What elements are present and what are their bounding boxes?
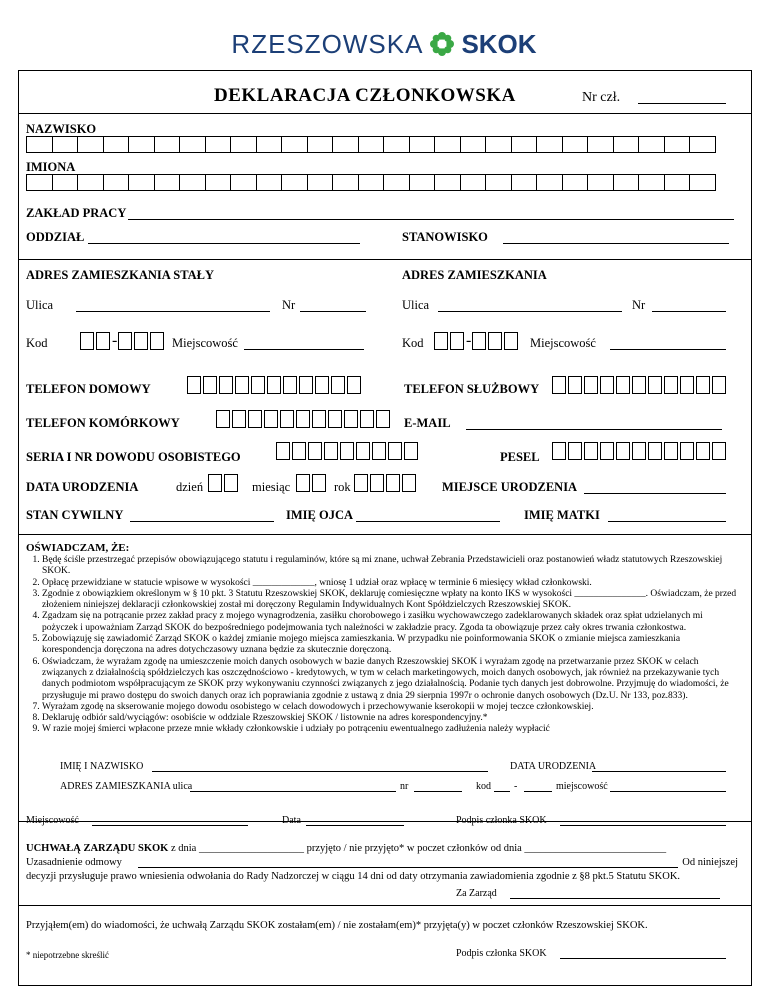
digit-box[interactable]: [203, 376, 217, 394]
char-cell[interactable]: [179, 174, 206, 191]
char-cell[interactable]: [409, 136, 436, 153]
digit-box[interactable]: [664, 376, 678, 394]
date-field[interactable]: [306, 825, 404, 826]
char-cell[interactable]: [664, 136, 691, 153]
digit-box[interactable]: [299, 376, 313, 394]
char-cell[interactable]: [358, 136, 385, 153]
char-cell[interactable]: [103, 136, 130, 153]
number-label-2: Nr: [632, 298, 646, 312]
beneficiary-address-label: ADRES ZAMIESZKANIA ulica: [60, 781, 193, 792]
digit-box[interactable]: [235, 376, 249, 394]
digit-box[interactable]: [251, 376, 265, 394]
logo: [0, 28, 768, 60]
digit-box[interactable]: [680, 442, 694, 460]
char-cell[interactable]: [434, 136, 461, 153]
pesel-boxes[interactable]: [552, 442, 728, 460]
char-cell[interactable]: [332, 174, 359, 191]
beneficiary-kod-field-2[interactable]: [524, 791, 552, 792]
char-cell[interactable]: [409, 174, 436, 191]
day-label: dzień: [176, 480, 204, 494]
postcode-label: Kod: [26, 336, 48, 350]
digit-box[interactable]: [312, 410, 326, 428]
for-board-label: Za Zarząd: [456, 888, 497, 899]
member-no-label: Nr czł.: [582, 90, 621, 105]
city-field-2[interactable]: [610, 349, 726, 350]
digit-box[interactable]: [584, 442, 598, 460]
char-cell[interactable]: [485, 136, 512, 153]
beneficiary-street-field[interactable]: [190, 791, 396, 792]
work-phone-boxes[interactable]: [552, 376, 728, 394]
civil-status-field[interactable]: [130, 521, 274, 522]
char-cell[interactable]: [230, 136, 257, 153]
char-cell[interactable]: [26, 136, 53, 153]
beneficiary-kod-dash: -: [514, 781, 518, 792]
digit-box[interactable]: [360, 410, 374, 428]
birth-date-label: DATA URODZENIA: [26, 480, 139, 494]
digit-box[interactable]: [632, 376, 646, 394]
current-address-title: ADRES ZAMIESZKANIA: [402, 268, 547, 282]
divider: [19, 534, 751, 535]
char-cell[interactable]: [587, 174, 614, 191]
char-cell[interactable]: [128, 174, 155, 191]
declaration-item: 2. Opłacę przewidziane w statucie wpisowe w wysokości _____________, wniosę 1 udział oraz wpłacę w terminie 6 miesięcy wkład członkowski.: [42, 578, 738, 589]
mobile-label: TELEFON KOMÓRKOWY: [26, 416, 180, 430]
street-field[interactable]: [76, 311, 270, 312]
digit-box[interactable]: [280, 410, 294, 428]
permanent-address-title: ADRES ZAMIESZKANIA STAŁY: [26, 268, 215, 282]
digit-box[interactable]: [308, 442, 322, 460]
divider: [19, 259, 751, 260]
digit-box[interactable]: [232, 410, 246, 428]
digit-box[interactable]: [372, 442, 386, 460]
digit-box[interactable]: [680, 376, 694, 394]
number-label: Nr: [282, 298, 296, 312]
char-cell[interactable]: [154, 174, 181, 191]
digit-box[interactable]: [187, 376, 201, 394]
footer-signature-label: Podpis członka SKOK: [456, 948, 547, 959]
declaration-item: 7. Wyrażam zgodę na skserowanie mojego dowodu osobistego w celach dowodowych i przechowywanie kserokopii w mojej teczce członkowskiej.: [42, 702, 738, 713]
id-card-label: SERIA I NR DOWODU OSOBISTEGO: [26, 450, 241, 464]
char-cell[interactable]: [460, 136, 487, 153]
digit-box[interactable]: [552, 442, 566, 460]
justification-field[interactable]: [138, 867, 678, 868]
char-cell[interactable]: [205, 174, 232, 191]
declaration-heading: OŚWIADCZAM, ŻE:: [26, 542, 130, 554]
digit-box[interactable]: [712, 376, 726, 394]
board-resolution-bold: UCHWAŁĄ ZARZĄDU SKOK: [26, 843, 169, 854]
digit-box[interactable]: [296, 410, 310, 428]
postcode-label-2: Kod: [402, 336, 424, 350]
char-cell[interactable]: [536, 174, 563, 191]
beneficiary-city-field[interactable]: [610, 791, 726, 792]
email-field[interactable]: [466, 429, 722, 430]
flower-emblem-icon: [429, 31, 455, 57]
digit-box[interactable]: [376, 410, 390, 428]
char-cell[interactable]: [511, 174, 538, 191]
digit-box[interactable]: [616, 442, 630, 460]
char-cell[interactable]: [587, 136, 614, 153]
member-signature-field[interactable]: [560, 825, 726, 826]
digit-box[interactable]: [568, 376, 582, 394]
char-cell[interactable]: [460, 174, 487, 191]
digit-box[interactable]: [315, 376, 329, 394]
home-phone-label: TELEFON DOMOWY: [26, 382, 151, 396]
position-label: STANOWISKO: [402, 230, 488, 244]
digit-box[interactable]: [283, 376, 297, 394]
branch-field[interactable]: [88, 243, 360, 244]
digit-box[interactable]: [712, 442, 726, 460]
char-cell[interactable]: [562, 136, 589, 153]
street-field-2[interactable]: [438, 311, 622, 312]
declaration-item: 3. Zgodnie z obowiązkiem określonym w § 10 pkt. 3 Statutu Rzeszowskiej SKOK, deklaruję comiesięczne wpłaty na konto IKS w wysokości _______________. Oświadczam, że przed złożeniem niniejszej deklaracji członkowskiej został mi doręczony Regulamin Indywidualnych Kont Spółdzielczych Rzeszowskiej SKOK.: [42, 589, 738, 612]
mother-name-field[interactable]: [608, 521, 726, 522]
char-cell[interactable]: [562, 174, 589, 191]
board-resolution: [26, 842, 738, 884]
digit-box[interactable]: [344, 410, 358, 428]
digit-box[interactable]: [216, 410, 230, 428]
beneficiary-name-field[interactable]: [152, 771, 488, 772]
char-cell[interactable]: [638, 136, 665, 153]
char-cell[interactable]: [230, 174, 257, 191]
number-field-2[interactable]: [652, 311, 726, 312]
mother-name-label: IMIĘ MATKI: [524, 508, 600, 522]
digit-box[interactable]: [696, 442, 710, 460]
digit-box[interactable]: [324, 442, 338, 460]
justification-label: Uzasadnienie odmowy: [26, 857, 122, 868]
year-boxes[interactable]: [354, 474, 418, 492]
digit-box[interactable]: [648, 376, 662, 394]
char-cell[interactable]: [485, 174, 512, 191]
member-signature-label: Podpis członka SKOK: [456, 815, 547, 826]
digit-box[interactable]: [340, 442, 354, 460]
digit-box[interactable]: [219, 376, 233, 394]
city-field[interactable]: [244, 349, 364, 350]
birth-place-label: MIEJSCE URODZENIA: [442, 480, 578, 494]
char-cell[interactable]: [689, 174, 716, 191]
surname-label: NAZWISKO: [26, 122, 97, 136]
civil-status-label: STAN CYWILNY: [26, 508, 124, 522]
divider: [19, 821, 751, 822]
number-field[interactable]: [300, 311, 366, 312]
declaration-item: 4. Zgadzam się na potrącanie przez zakład pracy z mojego wynagrodzenia, zasiłku chorobowego i zasiłku wychowawczego zadeklarowanych składek oraz spłat udzielanych mi pożyczek i upoważniam Zarząd SKOK do bezpośredniego podejmowania tych należności w zakładzie pracy. Zgoda ta obowiązuje przez cały okres trwania członkostwa.: [42, 611, 738, 634]
id-card-boxes[interactable]: [276, 442, 420, 460]
digit-box[interactable]: [248, 410, 262, 428]
char-cell[interactable]: [307, 174, 334, 191]
declaration-item: 6. Oświadczam, że wyrażam zgodę na umieszczenie moich danych osobowych w bazie danych Rzeszowskiej SKOK i wyrażam zgodę na przetwarzanie przez SKOK w celach związanych z działalnością spółdzielczych kas oszczędnościowo - kredytowych, w tym w celach marketingowych, moich danych osobowych, jak również na przekazywanie tych danych podmiotom współpracującym ze SKOK przy wykonywaniu czynności związanych z jego działalnością. Podanie tych danych jest dobrowolne. Przyjmuję do wiadomości, że przysługuje mi prawo dostępu do swoich danych oraz ich poprawiania zgodnie z ustawą z dnia 29 sierpnia 1997r o ochronie danych osobowych (Dz.U. Nr 133, poz.833).: [42, 657, 738, 702]
first-names-cells[interactable]: [26, 174, 715, 191]
work-phone-label: TELEFON SŁUŻBOWY: [404, 382, 540, 396]
char-cell[interactable]: [358, 174, 385, 191]
street-label-2: Ulica: [402, 298, 430, 312]
digit-box[interactable]: [267, 376, 281, 394]
father-name-field[interactable]: [356, 521, 500, 522]
declaration-item: 5. Zobowiązuję się zawiadomić Zarząd SKOK o każdej zmianie mojego miejsca zamieszkania. W przypadku nie poinformowania SKOK o zmianie miejsca zamieszkania korespondencja doręczona na adres dotychczasowy uznana będzie za skutecznie doręczoną.: [42, 634, 738, 657]
char-cell[interactable]: [256, 136, 283, 153]
declaration-item: 8. Deklaruję odbiór sald/wyciągów: osobiście w oddziale Rzeszowskiej SKOK / listownie na adres korespondencyjny.*: [42, 713, 738, 724]
char-cell[interactable]: [281, 174, 308, 191]
char-cell[interactable]: [434, 174, 461, 191]
char-cell[interactable]: [511, 136, 538, 153]
month-label: miesiąc: [252, 480, 291, 494]
digit-box[interactable]: [328, 410, 342, 428]
birth-place-field[interactable]: [584, 493, 726, 494]
place-field[interactable]: [92, 825, 248, 826]
email-label: E-MAIL: [404, 416, 451, 430]
beneficiary-kod-field-1[interactable]: [494, 791, 510, 792]
digit-box[interactable]: [356, 442, 370, 460]
declaration-list: [26, 555, 738, 736]
branch-label: ODDZIAŁ: [26, 230, 85, 244]
digit-box[interactable]: [600, 376, 614, 394]
footer-signature-field[interactable]: [560, 958, 726, 959]
beneficiary-nr-field[interactable]: [414, 791, 462, 792]
day-boxes[interactable]: [208, 474, 240, 492]
digit-box[interactable]: [292, 442, 306, 460]
postcode-boxes-2[interactable]: -: [434, 332, 520, 350]
char-cell[interactable]: [536, 136, 563, 153]
char-cell[interactable]: [77, 174, 104, 191]
digit-box[interactable]: [331, 376, 345, 394]
char-cell[interactable]: [281, 136, 308, 153]
char-cell[interactable]: [613, 174, 640, 191]
char-cell[interactable]: [689, 136, 716, 153]
declaration-item: 9. W razie mojej śmierci wpłacone przeze mnie wkłady członkowskie i udziały po potrąceniu ewentualnego zadłużenia należy wypłacić: [42, 724, 738, 735]
beneficiary-nr-label: nr: [400, 781, 409, 792]
char-cell[interactable]: [383, 136, 410, 153]
digit-box[interactable]: [388, 442, 402, 460]
beneficiary-dob-field[interactable]: [592, 771, 726, 772]
divider: [19, 113, 751, 114]
char-cell[interactable]: [664, 174, 691, 191]
digit-box[interactable]: [584, 376, 598, 394]
first-names-label: IMIONA: [26, 160, 76, 174]
char-cell[interactable]: [383, 174, 410, 191]
char-cell[interactable]: [179, 136, 206, 153]
digit-box[interactable]: [616, 376, 630, 394]
for-board-field[interactable]: [510, 898, 720, 899]
beneficiary-city-label: miejscowość: [556, 781, 608, 792]
page-title: DEKLARACJA CZŁONKOWSKA: [214, 85, 516, 106]
char-cell[interactable]: [52, 174, 79, 191]
digit-box[interactable]: [664, 442, 678, 460]
beneficiary-dob-label: DATA URODZENIA: [510, 761, 597, 772]
month-boxes[interactable]: [296, 474, 328, 492]
digit-box[interactable]: [648, 442, 662, 460]
digit-box[interactable]: [552, 376, 566, 394]
digit-box[interactable]: [600, 442, 614, 460]
char-cell[interactable]: [103, 174, 130, 191]
appeal-text: decyzji przysługuje prawo wniesienia odwołania do Rady Nadzorczej w ciągu 14 dni od daty otrzymania zawiadomienia zgodnie z §8 pkt.5 Statutu SKOK.: [26, 871, 681, 882]
char-cell[interactable]: [154, 136, 181, 153]
board-resolution-text: z dnia ____________________ przyjęto / nie przyjęto* w poczet członków od dnia ___________________________: [168, 843, 667, 854]
digit-box[interactable]: [696, 376, 710, 394]
char-cell[interactable]: [613, 136, 640, 153]
char-cell[interactable]: [638, 174, 665, 191]
postcode-boxes[interactable]: -: [80, 332, 166, 350]
digit-box[interactable]: [632, 442, 646, 460]
acknowledgement-text: Przyjąłem(em) do wiadomości, że uchwałą Zarządu SKOK zostałam(em) / nie zostałam(em)* przyjęta(y) w poczet członków Rzeszowskiej SKOK.: [26, 920, 648, 931]
logo-right-text: SKOK: [461, 28, 537, 59]
divider: [19, 905, 751, 906]
date-label: Data: [282, 815, 301, 826]
city-label-2: Miejscowość: [530, 336, 596, 350]
char-cell[interactable]: [332, 136, 359, 153]
digit-box[interactable]: [347, 376, 361, 394]
workplace-label: ZAKŁAD PRACY: [26, 206, 127, 220]
from-this-label: Od niniejszej: [682, 857, 738, 868]
digit-box[interactable]: [404, 442, 418, 460]
city-label: Miejscowość: [172, 336, 238, 350]
mobile-boxes[interactable]: [216, 410, 392, 428]
surname-cells[interactable]: [26, 136, 715, 153]
char-cell[interactable]: [128, 136, 155, 153]
workplace-field[interactable]: [128, 219, 734, 220]
year-label: rok: [334, 480, 351, 494]
member-no-field[interactable]: [638, 103, 726, 104]
home-phone-boxes[interactable]: [187, 376, 363, 394]
beneficiary-name-label: IMIĘ I NAZWISKO: [60, 761, 144, 772]
char-cell[interactable]: [307, 136, 334, 153]
declaration-item: 1. Będę ściśle przestrzegać przepisów obowiązującego statutu i regulaminów, które są mi znane, uchwał Zebrania Przedstawicieli oraz postanowień władz statutowych Rzeszowskiej SKOK.: [42, 555, 738, 578]
char-cell[interactable]: [26, 174, 53, 191]
digit-box[interactable]: [568, 442, 582, 460]
char-cell[interactable]: [77, 136, 104, 153]
char-cell[interactable]: [52, 136, 79, 153]
char-cell[interactable]: [256, 174, 283, 191]
father-name-label: IMIĘ OJCA: [286, 508, 354, 522]
logo-left-text: RZESZOWSKA: [231, 28, 424, 59]
position-field[interactable]: [503, 243, 729, 244]
char-cell[interactable]: [205, 136, 232, 153]
beneficiary-kod-label: kod: [476, 781, 491, 792]
place-label: Miejscowość: [26, 815, 79, 826]
digit-box[interactable]: [264, 410, 278, 428]
street-label: Ulica: [26, 298, 54, 312]
digit-box[interactable]: [276, 442, 290, 460]
footnote: * niepotrzebne skreślić: [26, 950, 109, 960]
pesel-label: PESEL: [500, 450, 540, 464]
